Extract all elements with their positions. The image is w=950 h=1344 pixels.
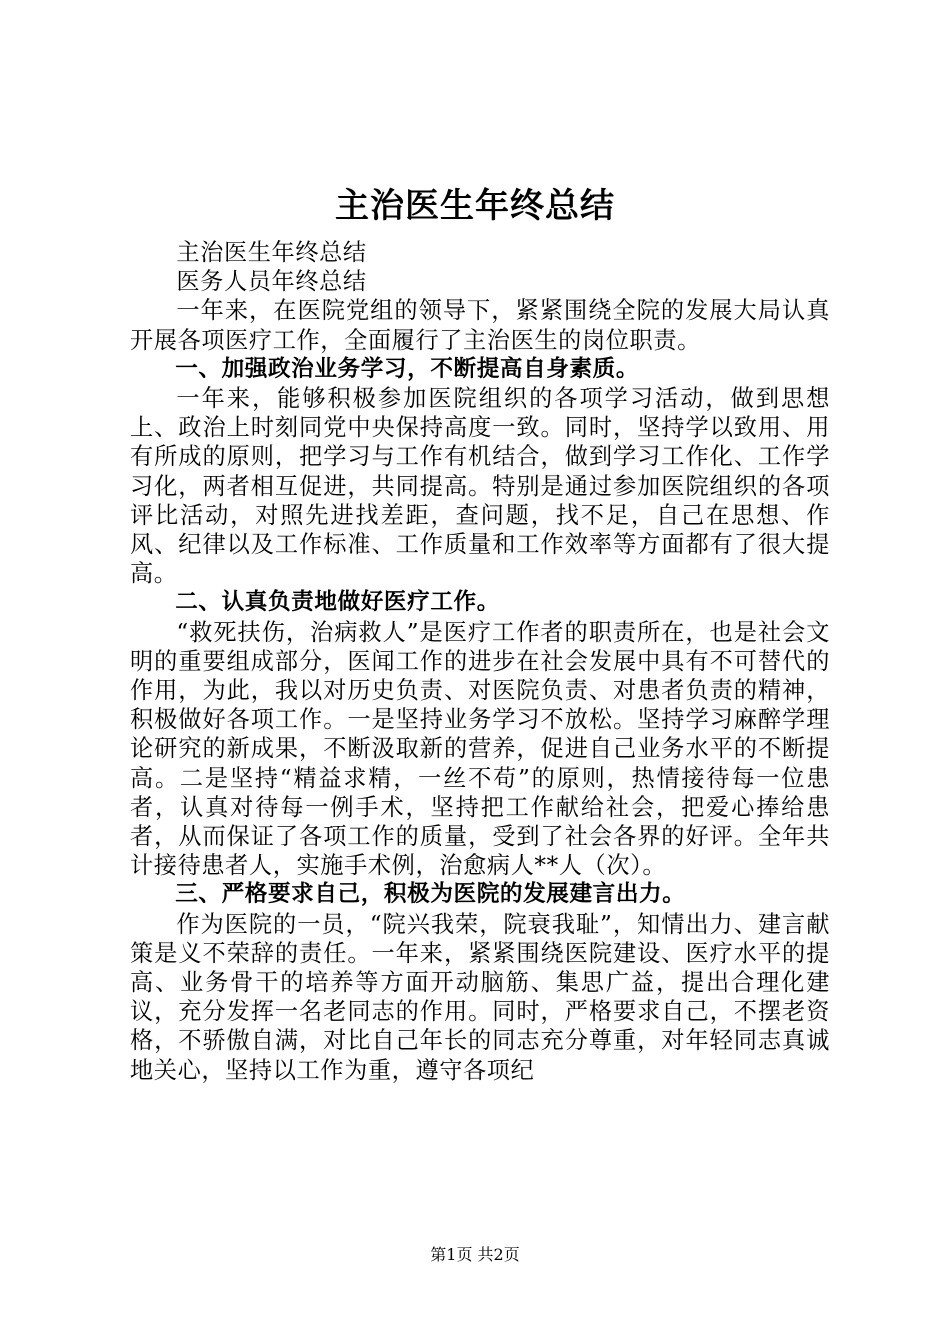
page-number-footer: 第1页 共2页 — [430, 1245, 520, 1264]
paragraph: 作为医院的一员，“院兴我荣，院衰我耻”，知情出力、建言献策是义不荣辞的责任。一年来，紧紧围绕医院建设、医疗水平的提高、业务骨干的培养等方面开动脑筋、集思广益，提出合理化建议，充分发挥一名老同志的作用。同时，严格要求自己，不摆老资格，不骄傲自满，对比自己年长的同志充分尊重，对年轻同志真诚地关心，坚持以工作为重，遵守各项纪 — [130, 910, 830, 1084]
section-heading: 二、认真负责地做好医疗工作。 — [175, 589, 500, 616]
document-body — [130, 238, 830, 1085]
section-heading: 三、严格要求自己，积极为医院的发展建言出力。 — [175, 881, 686, 908]
section-heading: 一、加强政治业务学习，不断提高自身素质。 — [175, 355, 640, 382]
paragraph: 一年来，能够积极参加医院组织的各项学习活动，做到思想上、政治上时刻同党中央保持高度一致。同时，坚持学以致用、用有所成的原则，把学习与工作有机结合，做到学习工作化、工作学习化，两者相互促进，共同提高。特别是通过参加医院组织的各项评比活动，对照先进找差距，查问题，找不足，自己在思想、作风、纪律以及工作标准、工作质量和工作效率等方面都有了很大提高。 — [130, 385, 830, 588]
paragraph: 主治医生年终总结 — [176, 239, 367, 266]
document-title: 主治医生年终总结 — [335, 186, 615, 226]
paragraph: “救死扶伤，治病救人”是医疗工作者的职责所在，也是社会文明的重要组成部分，医闻工作的进步在社会发展中具有不可替代的作用，为此，我以对历史负责、对医院负责、对患者负责的精神，积极做好各项工作。一是坚持业务学习不放松。坚持学习麻醉学理论研究的新成果，不断汲取新的营养，促进自己业务水平的不断提高。二是坚持“精益求精，一丝不苟”的原则，热情接待每一位患者，认真对待每一例手术，坚持把工作献给社会，把爱心捧给患者，从而保证了各项工作的质量，受到了社会各界的好评。全年共计接待患者人，实施手术例，治愈病人**人（次）。 — [130, 618, 830, 880]
paragraph: 一年来，在医院党组的领导下，紧紧围绕全院的发展大局认真开展各项医疗工作，全面履行了主治医生的岗位职责。 — [130, 297, 830, 354]
paragraph: 医务人员年终总结 — [176, 268, 367, 296]
